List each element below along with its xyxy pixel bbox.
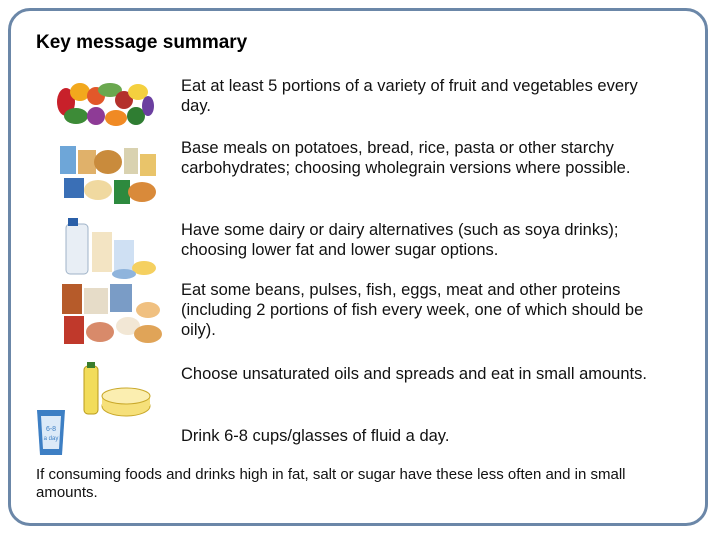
fruit-vegetables-icon	[52, 72, 156, 134]
fluid-glass-icon	[34, 408, 68, 458]
svg-text:a day: a day	[43, 436, 59, 442]
message-fluid: Drink 6-8 cups/glasses of fluid a day.	[181, 427, 450, 445]
footer-note: If consuming foods and drinks high in fat, salt or sugar have these less often and in small amounts.	[36, 466, 626, 501]
oils-spreads-icon	[80, 362, 154, 420]
proteins-icon	[58, 280, 164, 350]
message-dairy: Have some dairy or dairy alternatives (such as soya drinks); choosing lower fat and lower sugar options.	[181, 221, 619, 259]
svg-text:6-8: 6-8	[45, 426, 57, 433]
message-oils-spreads: Choose unsaturated oils and spreads and eat in small amounts.	[181, 365, 647, 383]
starchy-carbohydrates-icon	[52, 140, 164, 214]
message-proteins: Eat some beans, pulses, fish, eggs, meat and other proteins (including 2 portions of fish every week, one of which should be oily).	[181, 281, 644, 339]
message-starchy-carbohydrates: Base meals on potatoes, bread, rice, pasta or other starchy carbohydrates; choosing wholegrain versions where possible.	[181, 139, 631, 177]
dairy-icon	[62, 218, 158, 280]
slide-title: Key message summary	[36, 32, 248, 53]
message-fruit-vegetables: Eat at least 5 portions of a variety of fruit and vegetables every day.	[181, 77, 638, 115]
